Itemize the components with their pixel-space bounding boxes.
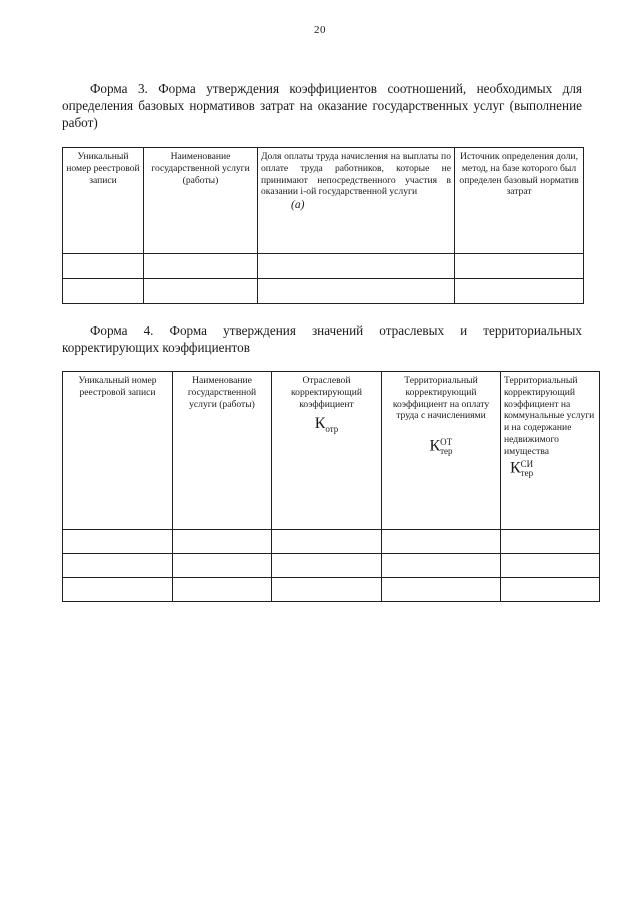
table-cell [63, 578, 173, 602]
page-number: 20 [314, 24, 326, 36]
form3-symbol-a: (a) [291, 199, 305, 212]
table-cell [63, 554, 173, 578]
table-cell [258, 279, 455, 304]
k-ter-ot-formula: КОТ тер [429, 436, 453, 456]
table-cell [455, 279, 584, 304]
form4-col-territorial-utilities-coef: Территориальный корректирующий коэффициент на коммунальные услуги и на содержание недвижимого имущества КСИ тер [501, 372, 600, 530]
form3-header-row [63, 148, 584, 254]
form3-col-record-number: Уникальный номер реестровой записи [63, 148, 144, 254]
table-cell [63, 279, 144, 304]
form4-header-row [63, 372, 600, 530]
table-cell [382, 554, 501, 578]
form4-col-record-number: Уникальный номер реестровой записи [63, 372, 173, 530]
table-row [63, 578, 600, 602]
table-cell [272, 554, 382, 578]
table-cell [272, 578, 382, 602]
table-cell [173, 530, 272, 554]
table-cell [144, 279, 258, 304]
form4-heading: Форма 4. Форма утверждения значений отраслевых и территориальных корректирующих коэффициентов [62, 323, 582, 355]
table-cell [173, 554, 272, 578]
table-cell [501, 578, 600, 602]
form4-col-service-name: Наименование государственной услуги (работы) [173, 372, 272, 530]
k-otr-formula: $К_{отр}$ [314, 415, 339, 435]
table-cell [501, 530, 600, 554]
table-cell [63, 254, 144, 279]
k-ter-si-formula: КСИ тер [510, 458, 534, 478]
table-cell [382, 530, 501, 554]
form3-heading: Форма 3. Форма утверждения коэффициентов соотношений, необходимых для определения базовых нормативов затрат на оказание государственных услуг (выполнение работ) [62, 81, 582, 130]
form3-col-source: Источник определения доли, метод, на базе которого был определен базовый норматив затрат [455, 148, 584, 254]
table-cell [382, 578, 501, 602]
table-cell [258, 254, 455, 279]
table-row [63, 279, 584, 304]
form3-table [62, 147, 584, 304]
form3-col-labor-share: Доля оплаты труда начисления на выплаты по оплате труда работников, которые не принимают непосредственного участия в оказании i-ой государственной услуги (a) [258, 148, 455, 254]
table-cell [63, 530, 173, 554]
form4-col-sector-coef: Отраслевой корректирующий коэффициент $К_{отр}$ [272, 372, 382, 530]
table-row [63, 530, 600, 554]
table-row [63, 554, 600, 578]
form3-col-service-name: Наименование государственной услуги (работы) [144, 148, 258, 254]
table-cell [501, 554, 600, 578]
table-cell [173, 578, 272, 602]
table-cell [272, 530, 382, 554]
form4-table [62, 371, 600, 602]
form4-col-territorial-labor-coef: Территориальный корректирующий коэффициент на оплату труда с начислениями КОТ тер [382, 372, 501, 530]
table-cell [144, 254, 258, 279]
table-cell [455, 254, 584, 279]
table-row [63, 254, 584, 279]
